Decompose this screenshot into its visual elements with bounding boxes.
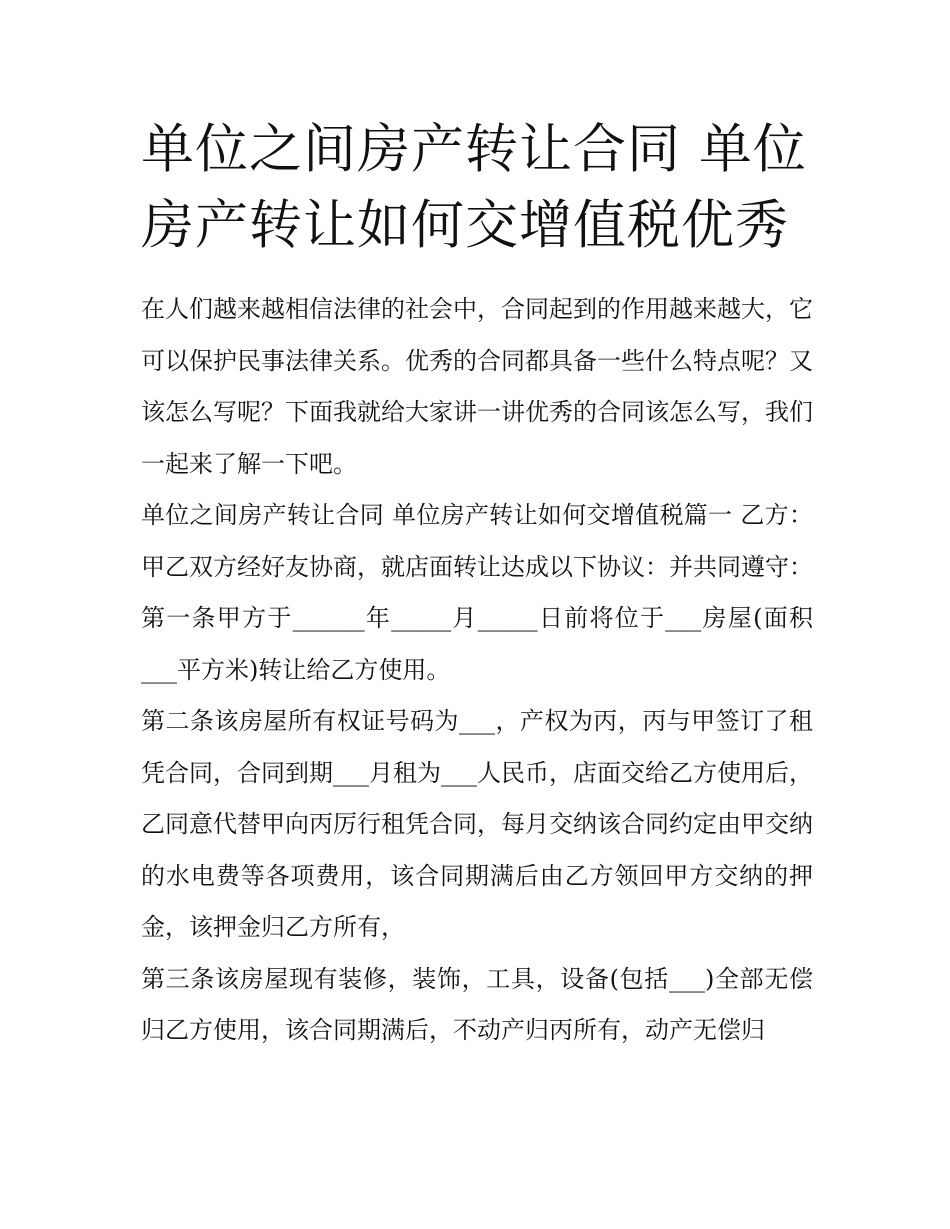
document-page xyxy=(141,112,813,1057)
article-1-paragraph: 第一条甲方于______年_____月_____日前将位于___房屋(面积___平方米)转让给乙方使用。 xyxy=(141,604,813,684)
article-3-paragraph: 第三条该房屋现有装修，装饰，工具，设备(包括___)全部无偿归乙方使用，该合同期满后，不动产归丙所有，动产无偿归 xyxy=(141,964,813,1044)
document-body xyxy=(141,284,813,1057)
article-2-paragraph: 第二条该房屋所有权证号码为___，产权为丙，丙与甲签订了租凭合同，合同到期___月租为___人民币，店面交给乙方使用后，乙同意代替甲向丙厉行租凭合同，每月交纳该合同约定由甲交纳的水电费等各项费用，该合同期满后由乙方领回甲方交纳的押金，该押金归乙方所有， xyxy=(141,707,813,941)
intro-paragraph: 在人们越来越相信法律的社会中，合同起到的作用越来越大，它可以保护民事法律关系。优秀的合同都具备一些什么特点呢？又该怎么写呢？下面我就给大家讲一讲优秀的合同该怎么写，我们一起来了解一下吧。 xyxy=(141,295,813,478)
document-title: 单位之间房产转让合同 单位房产转让如何交增值税优秀 xyxy=(141,119,807,256)
contract-heading-paragraph: 单位之间房产转让合同 单位房产转让如何交增值税篇一 乙方： 甲乙双方经好友协商，就店面转让达成以下协议：并共同遵守： xyxy=(141,501,813,581)
